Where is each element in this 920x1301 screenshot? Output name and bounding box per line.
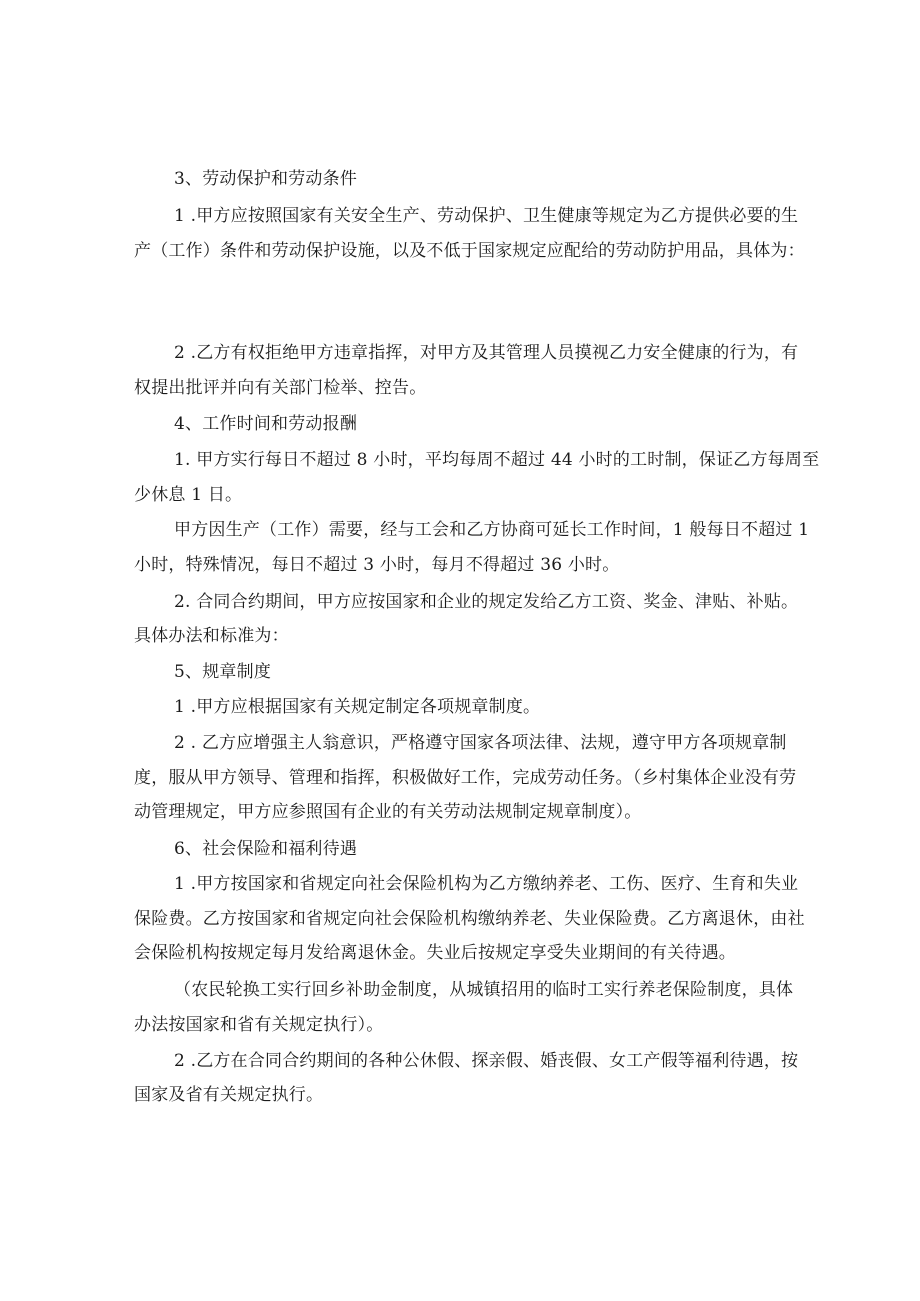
paragraph-line: 1 .甲方应根据国家有关规定制定各项规章制度。 — [174, 697, 541, 717]
paragraph-line: 保险费。乙方按国家和省规定向社会保险机构缴纳养老、失业保险费。乙方离退休，由社 — [134, 909, 805, 929]
paragraph-line: （农民轮换工实行回乡补助金制度，从城镇招用的临时工实行养老保险制度，具体 — [174, 980, 794, 1000]
paragraph-line: 办法按国家和省有关规定执行）。 — [134, 1015, 384, 1035]
paragraph-line: 小时，特殊情况，每日不超过 3 小时，每月不得超过 36 小时。 — [134, 555, 620, 575]
paragraph-line: 动管理规定，甲方应参照国有企业的有关劳动法规制定规章制度）。 — [134, 802, 642, 822]
paragraph-line: 2 . 乙方应增强主人翁意识，严格遵守国家各项法律、法规，遵守甲方各项规章制 — [174, 733, 787, 753]
section-heading-work-time: 4、工作时间和劳动报酬 — [174, 414, 358, 434]
paragraph-line: 1 .甲方应按照国家有关安全生产、劳动保护、卫生健康等规定为乙方提供必要的生 — [174, 206, 799, 226]
paragraph-line: 国家及省有关规定执行。 — [134, 1085, 324, 1105]
section-heading-rules: 5、规章制度 — [174, 662, 272, 682]
paragraph-line: 会保险机构按规定每月发给离退休金。失业后按规定享受失业期间的有关待遇。 — [134, 943, 736, 963]
paragraph-line: 2 .乙方在合同合约期间的各种公休假、探亲假、婚丧假、女工产假等福利待遇，按 — [174, 1051, 799, 1071]
section-heading-labor-protection: 3、劳动保护和劳动条件 — [174, 169, 358, 189]
paragraph-line: 1 .甲方按国家和省规定向社会保险机构为乙方缴纳养老、工伤、医疗、生育和失业 — [174, 874, 799, 894]
paragraph-line: 度，服从甲方领导、管理和指挥，积极做好工作，完成劳动任务。（乡村集体企业没有劳 — [134, 768, 797, 788]
paragraph-line: 具体办法和标准为： — [134, 626, 289, 646]
section-heading-insurance: 6、社会保险和福利待遇 — [174, 839, 358, 859]
paragraph-line: 1. 甲方实行每日不超过 8 小时，平均每周不超过 44 小时的工时制，保证乙方每周至 — [174, 450, 820, 470]
paragraph-line: 甲方因生产（工作）需要，经与工会和乙方协商可延长工作时间，1 般每日不超过 1 — [174, 520, 810, 540]
paragraph-line: 2 .乙方有权拒绝甲方违章指挥，对甲方及其管理人员摸视乙力安全健康的行为，有 — [174, 343, 799, 363]
paragraph-line: 产（工作）条件和劳动保护设施，以及不低于国家规定应配给的劳动防护用品，具体为： — [134, 241, 805, 261]
paragraph-line: 2. 合同合约期间，甲方应按国家和企业的规定发给乙方工资、奖金、津贴、补贴。 — [174, 592, 799, 612]
paragraph-line: 少休息 1 日。 — [134, 485, 243, 505]
paragraph-line: 权提出批评并向有关部门检举、控告。 — [134, 378, 427, 398]
